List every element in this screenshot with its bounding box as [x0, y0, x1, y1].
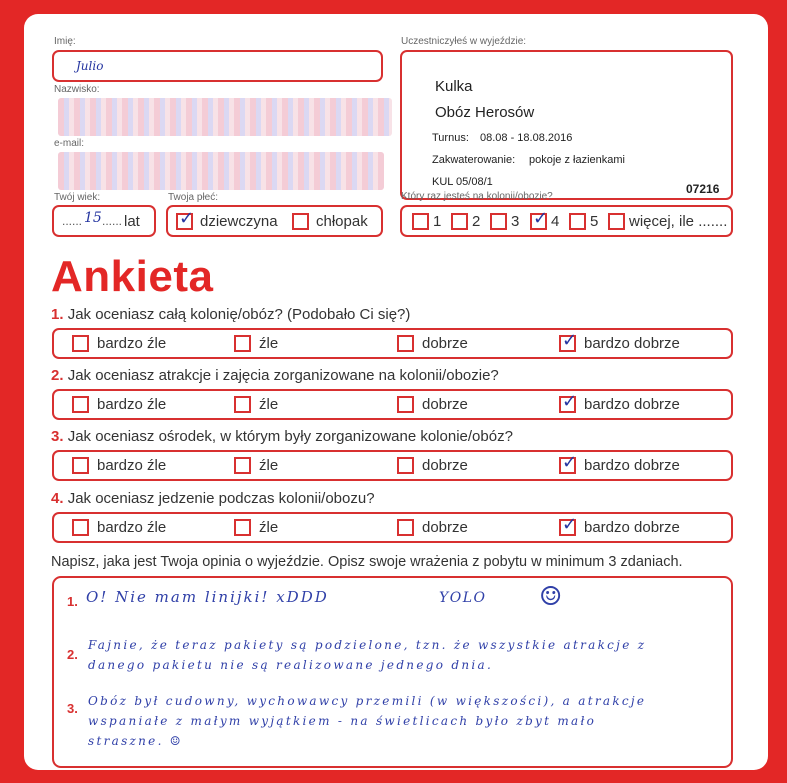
answer-option-label: bardzo dobrze	[584, 457, 680, 474]
answer-checkbox[interactable]	[397, 396, 414, 413]
question-number: 1.	[51, 306, 64, 323]
gender-field	[166, 205, 383, 237]
checkmark-icon: ✓	[562, 514, 578, 535]
camp-number: 07216	[686, 182, 720, 196]
answer-option-label: bardzo źle	[97, 335, 167, 352]
times-label: Który raz jesteś na kolonii/obozie?	[401, 191, 553, 202]
answer-checkbox[interactable]	[397, 457, 414, 474]
answer-checkbox[interactable]	[234, 335, 251, 352]
camp-org: Kulka	[435, 78, 473, 95]
answer-checkbox[interactable]	[72, 457, 89, 474]
answer-checkbox[interactable]	[559, 391, 578, 413]
opinion-line-1a: O! Nie mam linijki! xDDD	[86, 588, 329, 606]
age-unit: lat	[124, 213, 140, 230]
answer-checkbox[interactable]	[559, 330, 578, 352]
answer-checkbox[interactable]	[234, 457, 251, 474]
times-option-4: 4	[551, 213, 560, 230]
answer-option-label: bardzo dobrze	[584, 396, 680, 413]
camp-term-value: 08.08 - 18.08.2016	[480, 132, 573, 144]
gender-label: Twoja płeć:	[168, 192, 219, 203]
camp-term-label: Turnus:	[432, 132, 469, 144]
question-4	[51, 490, 375, 507]
answer-checkbox[interactable]	[397, 519, 414, 536]
answer-checkbox[interactable]	[234, 519, 251, 536]
times-checkbox-1[interactable]	[412, 213, 429, 230]
age-dots-right: ......	[102, 214, 123, 228]
answer-option-label: źle	[259, 457, 279, 474]
question-2	[51, 367, 499, 384]
answer-option-label: bardzo dobrze	[584, 335, 680, 352]
opinion-number-3: 3.	[67, 701, 78, 716]
camp-lodging-value: pokoje z łazienkami	[529, 154, 625, 166]
opinion-line-2b: danego pakietu nie są realizowane jednego dnia.	[88, 658, 494, 672]
checkmark-icon: ✓	[533, 208, 549, 229]
checkmark-icon: ✓	[562, 391, 578, 412]
question-3	[51, 428, 513, 445]
times-checkbox-more[interactable]	[608, 213, 625, 230]
survey-sheet	[24, 14, 768, 770]
answer-option-label: źle	[259, 519, 279, 536]
times-checkbox-4[interactable]	[530, 208, 549, 230]
name-label: Imię:	[54, 36, 76, 47]
answer-checkbox[interactable]	[559, 452, 578, 474]
camp-name: Obóz Herosów	[435, 104, 535, 121]
camp-lodging-label: Zakwaterowanie:	[432, 154, 516, 166]
answer-option-label: bardzo źle	[97, 457, 167, 474]
email-redacted	[58, 152, 384, 190]
answer-row-3	[52, 450, 733, 481]
answer-checkbox[interactable]	[72, 335, 89, 352]
question-1	[51, 306, 410, 323]
question-number: 3.	[51, 428, 64, 445]
opinion-number-2: 2.	[67, 647, 78, 662]
answer-checkbox[interactable]	[559, 514, 578, 536]
camp-code: KUL 05/08/1	[432, 176, 493, 188]
opinion-line-3c: straszne. ☺	[88, 734, 183, 748]
surname-redacted	[58, 98, 392, 136]
checkmark-icon: ✓	[562, 452, 578, 473]
times-checkbox-3[interactable]	[490, 213, 507, 230]
smiley-icon: ☺	[539, 582, 563, 612]
times-checkbox-2[interactable]	[451, 213, 468, 230]
opinion-number-1: 1.	[67, 594, 78, 609]
age-dots-left: ......	[62, 214, 83, 228]
opinion-line-2a: Fajnie, że teraz pakiety są podzielone, tzn. że wszystkie atrakcje z	[88, 638, 647, 652]
times-option-more: więcej, ile .......	[629, 213, 728, 230]
answer-option-label: bardzo źle	[97, 396, 167, 413]
age-value: 15	[84, 210, 102, 226]
answer-option-label: dobrze	[422, 519, 468, 536]
answer-option-label: dobrze	[422, 457, 468, 474]
name-field[interactable]	[52, 50, 383, 82]
opinion-field[interactable]	[52, 576, 733, 768]
question-text: Jak oceniasz jedzenie podczas kolonii/obozu?	[67, 490, 375, 507]
checkmark-icon: ✓	[179, 208, 195, 229]
email-label: e-mail:	[54, 138, 85, 149]
answer-row-4	[52, 512, 733, 543]
question-text: Jak oceniasz całą kolonię/obóz? (Podobało Ci się?)	[67, 306, 411, 323]
times-option-2: 2	[472, 213, 481, 230]
answer-row-2	[52, 389, 733, 420]
answer-option-label: bardzo dobrze	[584, 519, 680, 536]
gender-checkbox-girl[interactable]	[176, 208, 195, 230]
answer-option-label: bardzo źle	[97, 519, 167, 536]
answer-checkbox[interactable]	[72, 396, 89, 413]
age-label: Twój wiek:	[54, 192, 101, 203]
checkmark-icon: ✓	[562, 330, 578, 351]
participant-label: Uczestniczyłeś w wyjeździe:	[401, 36, 527, 47]
question-number: 2.	[51, 367, 64, 384]
opinion-line-3a: Obóz był cudowny, wychowawcy przemili (w większości), a atrakcje	[88, 694, 647, 708]
answer-option-label: dobrze	[422, 335, 468, 352]
question-number: 4.	[51, 490, 64, 507]
answer-option-label: źle	[259, 335, 279, 352]
answer-row-1	[52, 328, 733, 359]
answer-option-label: źle	[259, 396, 279, 413]
times-option-1: 1	[433, 213, 442, 230]
gender-option-boy: chłopak	[316, 213, 368, 230]
answer-checkbox[interactable]	[72, 519, 89, 536]
times-option-5: 5	[590, 213, 599, 230]
camp-info-card	[400, 50, 733, 200]
opinion-line-3b: wspaniałe z małym wyjątkiem - na świetlicach było zbyt mało	[88, 714, 597, 728]
question-text: Jak oceniasz ośrodek, w którym były zorganizowane kolonie/obóz?	[67, 428, 513, 445]
surname-label: Nazwisko:	[54, 84, 100, 95]
answer-option-label: dobrze	[422, 396, 468, 413]
gender-checkbox-boy[interactable]	[292, 213, 309, 230]
survey-title: Ankieta	[51, 252, 214, 301]
times-option-3: 3	[511, 213, 520, 230]
opinion-prompt: Napisz, jaka jest Twoja opinia o wyjeździe. Opisz swoje wrażenia z pobytu w minimum 3 zdaniach.	[51, 554, 683, 570]
times-checkbox-5[interactable]	[569, 213, 586, 230]
answer-checkbox[interactable]	[397, 335, 414, 352]
name-value: Julio	[76, 59, 104, 73]
opinion-line-1b: YOLO	[439, 590, 487, 606]
gender-option-girl: dziewczyna	[200, 213, 278, 230]
age-field[interactable]	[52, 205, 156, 237]
times-field	[400, 205, 733, 237]
answer-checkbox[interactable]	[234, 396, 251, 413]
question-text: Jak oceniasz atrakcje i zajęcia zorganizowane na kolonii/obozie?	[67, 367, 499, 384]
